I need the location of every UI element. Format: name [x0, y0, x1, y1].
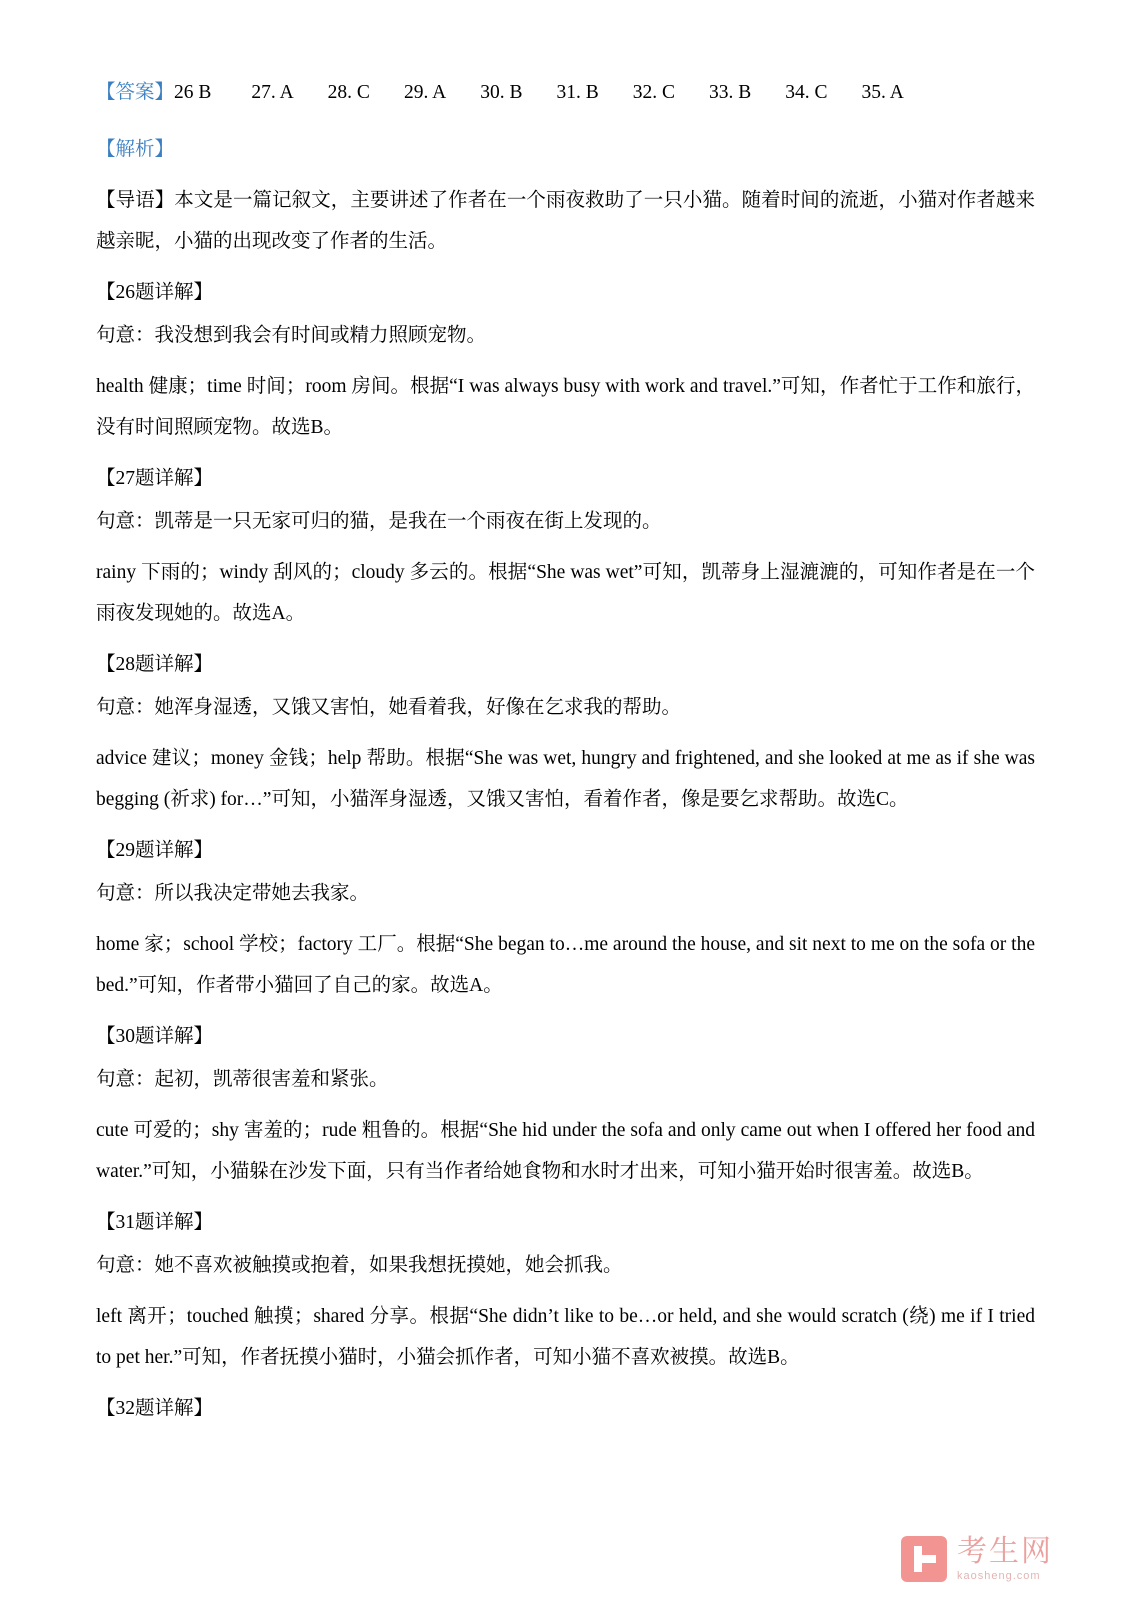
question-explain-27: rainy 下雨的；windy 刮风的；cloudy 多云的。根据“She was wet”可知，凯蒂身上湿漉漉的，可知作者是在一个雨夜发现她的。故选A。	[96, 562, 1035, 624]
question-head-28: 【28题详解】	[96, 654, 214, 675]
question-explain-31: left 离开；touched 触摸；shared 分享。根据“She didn’t like to be…or held, and she would scratch (绕) me if I tried to pet her.”可知，作者抚摸小猫时，小猫会抓作者，可知小猫不喜欢被摸。故选B。	[96, 1306, 1035, 1368]
guide-paragraph: 【导语】本文是一篇记叙文，主要讲述了作者在一个雨夜救助了一只小猫。随着时间的流逝，小猫对作者越来越亲昵，小猫的出现改变了作者的生活。	[96, 190, 1035, 252]
answer-item-26: 26 B	[174, 82, 212, 103]
answer-line	[96, 78, 1035, 108]
question-explain-29: home 家；school 学校；factory 工厂。根据“She began to…me around the house, and sit next to me on the sofa or the bed.”可知，作者带小猫回了自己的家。故选A。	[96, 934, 1035, 996]
watermark	[901, 1536, 1053, 1582]
question-meaning-30: 句意：起初，凯蒂很害羞和紧张。	[96, 1069, 389, 1090]
question-meaning-26: 句意：我没想到我会有时间或精力照顾宠物。	[96, 325, 487, 346]
question-head-29: 【29题详解】	[96, 840, 214, 861]
answer-item-28: 28. C	[327, 82, 370, 103]
question-explain-28: advice 建议；money 金钱；help 帮助。根据“She was wet, hungry and frightened, and she looked at me as if she was begging (祈求) for…”可知，小猫浑身湿透，又饿又害怕，看着作者，像是要乞求帮助。故选C。	[96, 748, 1035, 810]
question-meaning-29: 句意：所以我决定带她去我家。	[96, 883, 370, 904]
question-meaning-27: 句意：凯蒂是一只无家可归的猫，是我在一个雨夜在街上发现的。	[96, 511, 662, 532]
answer-item-34: 34. C	[785, 82, 828, 103]
answer-item-30: 30. B	[480, 82, 523, 103]
answer-item-27: 27. A	[251, 82, 294, 103]
answer-item-33: 33. B	[709, 82, 752, 103]
answer-item-35: 35. A	[861, 82, 904, 103]
answer-item-32: 32. C	[632, 82, 675, 103]
watermark-sub-text: kaosheng.com	[957, 1569, 1041, 1582]
question-head-27: 【27题详解】	[96, 468, 214, 489]
analysis-label: 【解析】	[96, 139, 175, 160]
watermark-text	[957, 1534, 1053, 1582]
question-head-31: 【31题详解】	[96, 1212, 214, 1233]
answer-item-29: 29. A	[403, 82, 447, 103]
answer-label: 【答案】	[96, 82, 175, 103]
question-meaning-28: 句意：她浑身湿透，又饿又害怕，她看着我，好像在乞求我的帮助。	[96, 697, 682, 718]
question-head-32: 【32题详解】	[96, 1398, 214, 1419]
answer-item-31: 31. B	[556, 82, 599, 103]
question-explain-26: health 健康；time 时间；room 房间。根据“I was always busy with work and travel.”可知，作者忙于工作和旅行，没有时间照顾宠物。故选B。	[96, 376, 1035, 438]
question-head-30: 【30题详解】	[96, 1026, 214, 1047]
question-meaning-31: 句意：她不喜欢被触摸或抱着，如果我想抚摸她，她会抓我。	[96, 1255, 623, 1276]
question-head-26: 【26题详解】	[96, 282, 214, 303]
question-explain-30: cute 可爱的；shy 害羞的；rude 粗鲁的。根据“She hid under the sofa and only came out when I offered her food and water.”可知，小猫躲在沙发下面，只有当作者给她食物和水时才出来，可知小猫开始时很害羞。故选B。	[96, 1120, 1035, 1182]
watermark-main-text: 考生网	[957, 1534, 1053, 1568]
watermark-logo-icon	[901, 1536, 947, 1582]
